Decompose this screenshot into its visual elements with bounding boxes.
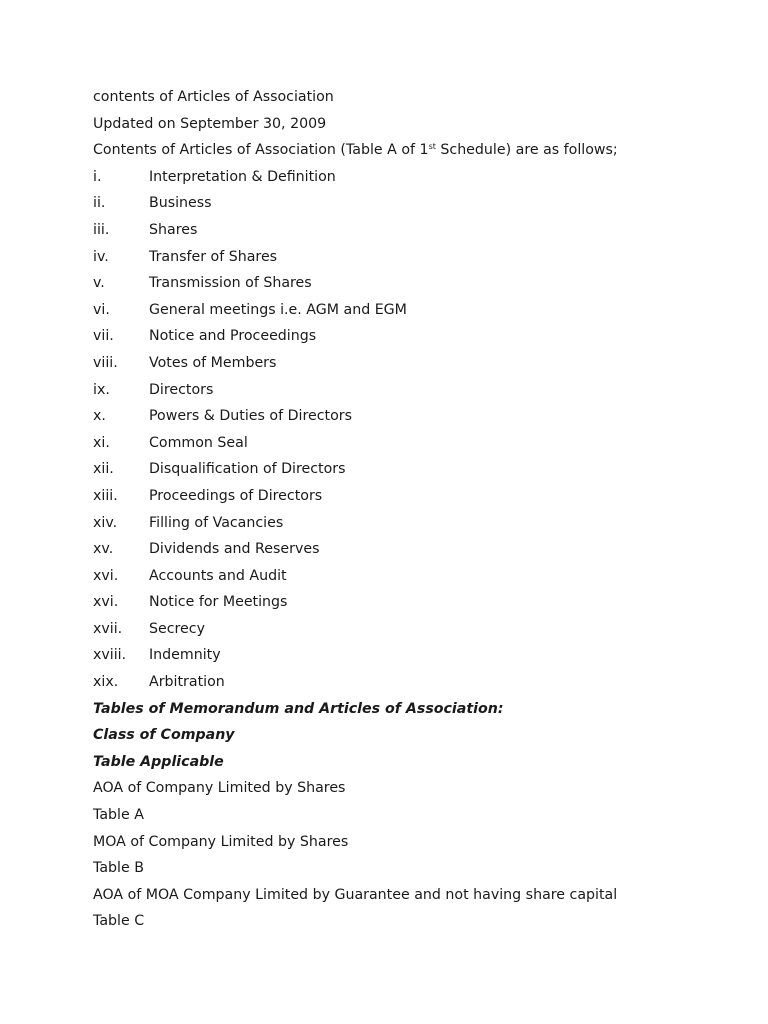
table-row: AOA of MOA Company Limited by Guarantee and not having share capital (93, 886, 618, 903)
list-item-number: xii. (93, 461, 114, 478)
list-item-text: Proceedings of Directors (149, 487, 323, 504)
list-item (93, 403, 733, 430)
list-item-text: Directors (149, 381, 214, 398)
class-of-company-heading: Class of Company (93, 727, 235, 744)
list-item-number: i. (93, 168, 102, 185)
list-item (93, 589, 733, 616)
list-item-text: Notice for Meetings (149, 594, 288, 611)
list-item (93, 377, 733, 404)
list-item (93, 323, 733, 350)
table-row: MOA of Company Limited by Shares (93, 833, 349, 850)
table-row: Table C (93, 913, 145, 930)
intro-text-after: Schedule) are as follows; (435, 142, 618, 159)
list-item (93, 190, 733, 217)
document-title-line: contents of Articles of Association (93, 89, 334, 105)
list-item-text: Accounts and Audit (149, 567, 287, 584)
list-item-number: vi. (93, 301, 110, 318)
list-item (93, 350, 733, 377)
list-item-number: iii. (93, 221, 110, 238)
intro-text-before: Contents of Articles of Association (Table A of 1 (93, 142, 429, 159)
list-item (93, 217, 733, 244)
tables-list (93, 775, 733, 935)
table-row: AOA of Company Limited by Shares (93, 780, 346, 797)
tables-heading: Tables of Memorandum and Articles of Association: (93, 700, 504, 717)
list-item-text: Dividends and Reserves (149, 541, 320, 558)
table-applicable-heading: Table Applicable (93, 753, 224, 770)
list-item-text: Common Seal (149, 434, 248, 451)
list-item-number: xvi. (93, 594, 119, 611)
list-item-text: Transfer of Shares (149, 248, 278, 265)
list-item (93, 536, 733, 563)
list-item-text: Powers & Duties of Directors (149, 408, 352, 425)
updated-date-line: Updated on September 30, 2009 (93, 115, 327, 132)
list-item-number: xiv. (93, 514, 118, 531)
list-item-text: Notice and Proceedings (149, 328, 317, 345)
list-item-number: xviii. (93, 647, 127, 664)
list-item-text: Shares (149, 221, 198, 238)
list-item (93, 563, 733, 590)
list-item (93, 642, 733, 669)
list-item (93, 483, 733, 510)
list-item-text: Interpretation & Definition (149, 168, 336, 185)
list-item-number: x. (93, 408, 106, 425)
list-item (93, 616, 733, 643)
list-item-text: Arbitration (149, 674, 225, 691)
intro-superscript: st (428, 142, 436, 152)
list-item-number: xi. (93, 434, 110, 451)
list-item-number: vii. (93, 328, 114, 345)
list-item (93, 270, 733, 297)
list-item-text: Disqualification of Directors (149, 461, 346, 478)
list-item-number: xvii. (93, 620, 123, 637)
list-item (93, 164, 733, 191)
list-item (93, 510, 733, 537)
list-item-number: ii. (93, 195, 106, 212)
list-item (93, 297, 733, 324)
list-item-number: iv. (93, 248, 109, 265)
list-item-text: Secrecy (149, 620, 205, 637)
contents-list (93, 164, 733, 696)
list-item (93, 456, 733, 483)
list-item-number: xiii. (93, 487, 118, 504)
list-item-number: v. (93, 275, 105, 292)
list-item-number: viii. (93, 354, 118, 371)
list-item-number: xix. (93, 674, 119, 691)
list-item-text: Votes of Members (149, 354, 277, 371)
table-row: Table A (93, 807, 144, 824)
list-item (93, 669, 733, 696)
list-item-text: Business (149, 195, 212, 212)
list-item-number: xv. (93, 541, 114, 558)
list-item-number: xvi. (93, 567, 119, 584)
list-item (93, 244, 733, 271)
table-row: Table B (93, 860, 144, 877)
list-item-text: Transmission of Shares (149, 275, 312, 292)
list-item (93, 430, 733, 457)
list-item-number: ix. (93, 381, 110, 398)
list-item-text: General meetings i.e. AGM and EGM (149, 301, 407, 318)
document-page (93, 84, 733, 935)
list-item-text: Filling of Vacancies (149, 514, 284, 531)
intro-line (93, 137, 733, 164)
list-item-text: Indemnity (149, 647, 221, 664)
